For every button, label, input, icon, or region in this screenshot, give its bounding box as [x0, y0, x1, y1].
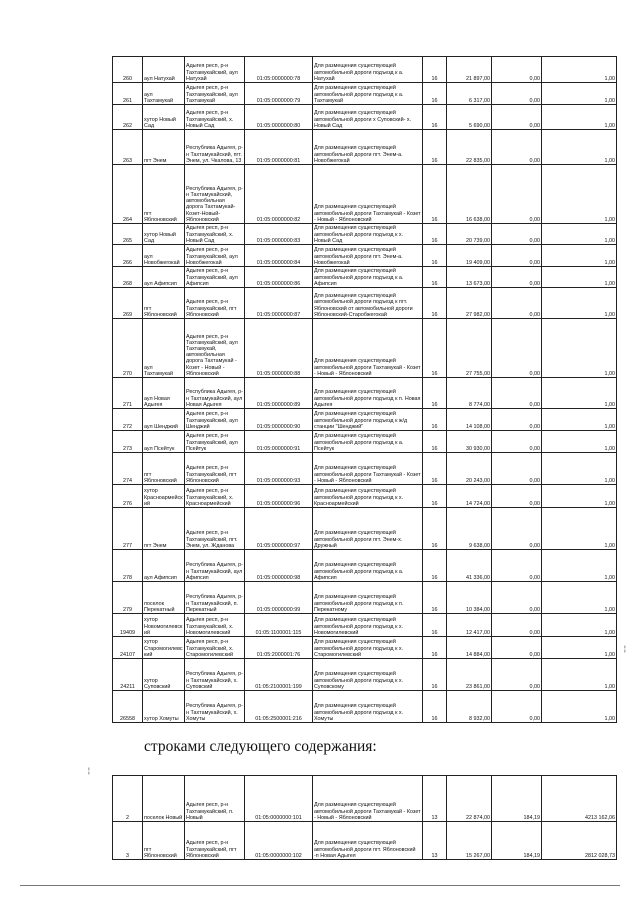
cell-rate: 0,00: [492, 130, 542, 165]
cell-value: 1,00: [542, 288, 617, 319]
cell-purpose: Для размещения существующей автомобильной дороги подъезд к х. Суповскому: [313, 659, 423, 691]
cell-category-code: 16: [423, 485, 447, 508]
cell-cadastral-number: 01:05:0000000:89: [245, 378, 313, 409]
cell-area: 9 638,00: [447, 508, 492, 550]
cell-address: Республика Адыгея, р-н Тахтамукайский, автомобильная дорога Тахтамукай-Козет-Новый-Яблоновский: [185, 165, 245, 224]
cell-settlement: аул Новая Адыгея: [143, 378, 185, 409]
cell-rate: 0,00: [492, 659, 542, 691]
cell-address: Адыгея респ, р-н Тахтамукайский, аул Тахтамукай, автомобильная дорога Тахтамукай - Козет - Новый - Яблоновский: [185, 319, 245, 378]
cell-rate: 184,19: [492, 776, 542, 822]
cell-row-number: 268: [113, 267, 143, 288]
cell-settlement: аул Новобжегокай: [143, 245, 185, 267]
cell-area: 6 317,00: [447, 83, 492, 105]
cell-row-number: 262: [113, 105, 143, 130]
cell-cadastral-number: 01:05:0000000:93: [245, 453, 313, 485]
table-row: [113, 659, 617, 691]
table-row: [113, 105, 617, 130]
cell-cadastral-number: 01:05:2000001:76: [245, 637, 313, 659]
cell-category-code: 16: [423, 105, 447, 130]
cell-rate: 0,00: [492, 319, 542, 378]
cell-rate: 0,00: [492, 614, 542, 637]
cell-settlement: хутор Старомогилевский: [143, 637, 185, 659]
cell-value: 1,00: [542, 637, 617, 659]
table-row: [113, 165, 617, 224]
cell-cadastral-number: 01:05:0000000:84: [245, 245, 313, 267]
cell-rate: 0,00: [492, 508, 542, 550]
cell-row-number: 3: [113, 822, 143, 860]
cell-value: 1,00: [542, 165, 617, 224]
cell-value: 1,00: [542, 224, 617, 245]
cell-category-code: 16: [423, 378, 447, 409]
scan-edge-line: [20, 885, 620, 886]
cell-area: 14 724,00: [447, 485, 492, 508]
table-row: [113, 822, 617, 860]
cell-address: Республика Адыгея, р-н Тахтамукайский, п. Перекатный: [185, 582, 245, 614]
cell-category-code: 16: [423, 224, 447, 245]
cell-cadastral-number: 01:05:0000000:91: [245, 431, 313, 453]
cell-address: Адыгея респ, р-н Тахтамукайский, х. Новомогилевский: [185, 614, 245, 637]
cell-value: 1,00: [542, 431, 617, 453]
cell-value: 1,00: [542, 691, 617, 723]
cell-settlement: аул Псейтук: [143, 431, 185, 453]
cell-value: 1,00: [542, 245, 617, 267]
cell-row-number: 26558: [113, 691, 143, 723]
cell-settlement: аул Тахтамукай: [143, 319, 185, 378]
cell-cadastral-number: 01:05:0000000:98: [245, 550, 313, 582]
cell-row-number: 19409: [113, 614, 143, 637]
cell-settlement: поселок Новый: [143, 776, 185, 822]
cell-area: 30 930,00: [447, 431, 492, 453]
cell-rate: 0,00: [492, 582, 542, 614]
cell-row-number: 266: [113, 245, 143, 267]
cell-address: Адыгея респ, р-н Тахтамукайский, пгт Яблоновский: [185, 453, 245, 485]
cell-cadastral-number: 01:05:0000000:79: [245, 83, 313, 105]
cell-settlement: аул Шенджий: [143, 409, 185, 431]
table-row: [113, 691, 617, 723]
cell-cadastral-number: 01:05:0000000:90: [245, 409, 313, 431]
cell-cadastral-number: 01:05:0000000:96: [245, 485, 313, 508]
cell-category-code: 13: [423, 776, 447, 822]
table-row: [113, 130, 617, 165]
cell-purpose: Для размещения существующей автомобильной дороги х Суповский- х. Новый Сад: [313, 105, 423, 130]
cell-cadastral-number: 01:05:1100001:115: [245, 614, 313, 637]
cell-area: 20 243,00: [447, 453, 492, 485]
cell-rate: 0,00: [492, 485, 542, 508]
cell-category-code: 16: [423, 83, 447, 105]
cell-cadastral-number: 01:05:0000000:83: [245, 224, 313, 245]
cell-area: 8 932,00: [447, 691, 492, 723]
cell-category-code: 16: [423, 637, 447, 659]
cell-rate: 0,00: [492, 409, 542, 431]
cell-row-number: 2: [113, 776, 143, 822]
cell-purpose: Для размещения существующей автомобильной дороги подъезд к х. Старомогилевский: [313, 637, 423, 659]
cell-area: 10 384,00: [447, 582, 492, 614]
cell-cadastral-number: 01:05:2500001:216: [245, 691, 313, 723]
cell-rate: 0,00: [492, 245, 542, 267]
cell-address: Адыгея респ, р-н Тахтамукайский, х. Старомогилевский: [185, 637, 245, 659]
cell-address: Адыгея респ, р-н Тахтамукайский, аул Афипсип: [185, 267, 245, 288]
cell-settlement: пгт Яблоновский: [143, 288, 185, 319]
cell-row-number: 279: [113, 582, 143, 614]
cell-settlement: хутор Новый Сад: [143, 224, 185, 245]
cell-address: Адыгея респ, р-н Тахтамукайский, х. Красноармейский: [185, 485, 245, 508]
cell-row-number: 260: [113, 57, 143, 83]
cell-area: 5 690,00: [447, 105, 492, 130]
cell-cadastral-number: 01:05:0000000:86: [245, 267, 313, 288]
cell-area: 8 774,00: [447, 378, 492, 409]
table-row: [113, 224, 617, 245]
cell-row-number: 278: [113, 550, 143, 582]
table-row: [113, 431, 617, 453]
table-row: [113, 267, 617, 288]
table-row: [113, 453, 617, 485]
cell-area: 23 861,00: [447, 659, 492, 691]
cell-address: Адыгея респ, р-н Тахтамукайский, аул Новобжегокай: [185, 245, 245, 267]
cell-settlement: хутор Новомогилевский: [143, 614, 185, 637]
cell-purpose: Для размещения существующей автомобильной дороги подъезд к п. Перекатному: [313, 582, 423, 614]
cell-value: 1,00: [542, 659, 617, 691]
cell-row-number: 271: [113, 378, 143, 409]
cell-settlement: аул Тахтамукай: [143, 83, 185, 105]
cell-purpose: Для размещения существующей автомобильной дороги Тахтамукай - Козет - Новый - Яблоновский: [313, 165, 423, 224]
cell-area: 14 108,00: [447, 409, 492, 431]
cell-value: 1,00: [542, 130, 617, 165]
cell-address: Адыгея респ, р-н Тахтамукайский, аул Натухай: [185, 57, 245, 83]
table-row: [113, 637, 617, 659]
cell-row-number: 269: [113, 288, 143, 319]
cell-area: 22 874,00: [447, 776, 492, 822]
table-row: [113, 485, 617, 508]
cell-cadastral-number: 01:05:0000000:101: [245, 776, 313, 822]
cell-purpose: Для размещения существующей автомобильной дороги подъезд к а. Тахтамукай: [313, 83, 423, 105]
cell-row-number: 24107: [113, 637, 143, 659]
cell-rate: 0,00: [492, 691, 542, 723]
cell-purpose: Для размещения существующей автомобильной дороги подъезд к х. Хомуты: [313, 691, 423, 723]
cell-rate: 0,00: [492, 288, 542, 319]
cell-category-code: 16: [423, 431, 447, 453]
cell-cadastral-number: 01:05:0000000:102: [245, 822, 313, 860]
table-row: [113, 508, 617, 550]
cell-cadastral-number: 01:05:0000000:97: [245, 508, 313, 550]
cell-row-number: 265: [113, 224, 143, 245]
cell-category-code: 16: [423, 130, 447, 165]
cell-address: Адыгея респ, р-н Тахтамукайский, пгт Яблоновский: [185, 288, 245, 319]
cell-category-code: 13: [423, 822, 447, 860]
cell-category-code: 16: [423, 57, 447, 83]
cell-row-number: 24211: [113, 659, 143, 691]
cell-value: 1,00: [542, 105, 617, 130]
cell-value: 1,00: [542, 378, 617, 409]
cell-address: Адыгея респ, р-н Тахтамукайский, аул Псейтук: [185, 431, 245, 453]
cell-settlement: пгт Энем: [143, 508, 185, 550]
table-row: [113, 378, 617, 409]
cell-rate: 0,00: [492, 453, 542, 485]
scan-mark-right: ¦: [624, 646, 626, 653]
cell-value: 1,00: [542, 409, 617, 431]
cell-rate: 0,00: [492, 57, 542, 83]
cell-category-code: 16: [423, 508, 447, 550]
cell-address: Адыгея респ, р-н Тахтамукайский, пгт. Энем, ул. Жданова: [185, 508, 245, 550]
cell-category-code: 16: [423, 267, 447, 288]
cell-settlement: пгт Яблоновский: [143, 453, 185, 485]
cell-value: 1,00: [542, 508, 617, 550]
cell-purpose: Для размещения существующей автомобильной дороги подъезд к пгт. Яблоновский от автомобильной дороги Яблоновский-Старобжегокай: [313, 288, 423, 319]
table-row: [113, 614, 617, 637]
cell-purpose: Для размещения существующей автомобильной дороги Тахтамукай - Козет - Новый - Яблоновский: [313, 319, 423, 378]
cell-purpose: Для размещения существующей автомобильной дороги пгт. Энем-а. Новобжегокай: [313, 130, 423, 165]
cell-rate: 184,19: [492, 822, 542, 860]
cell-cadastral-number: 01:05:0000000:87: [245, 288, 313, 319]
cell-area: 14 884,00: [447, 637, 492, 659]
cell-purpose: Для размещения существующей автомобильной дороги подъезд к п. Новая Адыгея: [313, 378, 423, 409]
cell-row-number: 270: [113, 319, 143, 378]
cell-cadastral-number: 01:05:0000000:88: [245, 319, 313, 378]
cell-settlement: аул Афипсип: [143, 267, 185, 288]
cell-category-code: 16: [423, 614, 447, 637]
cell-purpose: Для размещения существующей автомобильной дороги подъезд к х. Новомогилевский: [313, 614, 423, 637]
cell-purpose: Для размещения существующей автомобильной дороги подъезд к а. Псейтук: [313, 431, 423, 453]
cell-cadastral-number: 01:05:0000000:81: [245, 130, 313, 165]
cell-address: Республика Адыгея, р-н Тахтамукайский, аул Новая Адыгея: [185, 378, 245, 409]
cell-purpose: Для размещения существующей автомобильной дороги пгт. Энем-а. Новобжегокай: [313, 245, 423, 267]
table-row: [113, 776, 617, 822]
cell-category-code: 16: [423, 288, 447, 319]
cell-row-number: 264: [113, 165, 143, 224]
cell-cadastral-number: 01:05:0000000:99: [245, 582, 313, 614]
cell-category-code: 16: [423, 453, 447, 485]
cell-row-number: 274: [113, 453, 143, 485]
cell-rate: 0,00: [492, 267, 542, 288]
cell-purpose: Для размещения существующей автомобильной дороги подъезд к ж/д станции "Шенджий": [313, 409, 423, 431]
table-row: [113, 319, 617, 378]
cell-row-number: 276: [113, 485, 143, 508]
cell-settlement: пгт Яблоновский: [143, 822, 185, 860]
cell-value: 1,00: [542, 83, 617, 105]
cell-settlement: аул Натухай: [143, 57, 185, 83]
cell-area: 27 982,00: [447, 288, 492, 319]
cell-address: Республика Адыгея, р-н Тахтамукайский, аул Афипсип: [185, 550, 245, 582]
cell-settlement: хутор Новый Сад: [143, 105, 185, 130]
cell-address: Адыгея респ, р-н Тахтамукайский, аул Шенджий: [185, 409, 245, 431]
cell-purpose: Для размещения существующей автомобильной дороги подъезд к х. Новый Сад: [313, 224, 423, 245]
cell-area: 27 755,00: [447, 319, 492, 378]
cell-area: 16 638,00: [447, 165, 492, 224]
cell-cadastral-number: 01:05:2100001:199: [245, 659, 313, 691]
cell-settlement: аул Афипсип: [143, 550, 185, 582]
cell-cadastral-number: 01:05:0000000:78: [245, 57, 313, 83]
cell-value: 1,00: [542, 582, 617, 614]
cell-value: 2812 028,73: [542, 822, 617, 860]
cell-value: 1,00: [542, 614, 617, 637]
cell-area: 20 739,00: [447, 224, 492, 245]
cell-category-code: 16: [423, 409, 447, 431]
cell-rate: 0,00: [492, 83, 542, 105]
cell-settlement: хутор Суповский: [143, 659, 185, 691]
cell-row-number: 272: [113, 409, 143, 431]
cell-settlement: поселок Перекатный: [143, 582, 185, 614]
cell-settlement: хутор Хомуты: [143, 691, 185, 723]
table-row: [113, 409, 617, 431]
cell-address: Адыгея респ, р-н Тахтамукайский, п. Новый: [185, 776, 245, 822]
cell-area: 19 409,00: [447, 245, 492, 267]
land-plots-table: [112, 56, 617, 723]
cell-address: Адыгея респ, р-н Тахтамукайский, аул Тахтамукай: [185, 83, 245, 105]
cell-address: Республика Адыгея, р-н Тахтамукайский, х. Суповский: [185, 659, 245, 691]
cell-area: 15 267,00: [447, 822, 492, 860]
cell-settlement: пгт Энем: [143, 130, 185, 165]
cell-row-number: 277: [113, 508, 143, 550]
table-row: [113, 245, 617, 267]
cell-purpose: Для размещения существующей автомобильной дороги подъезд к х. Красноармейский: [313, 485, 423, 508]
cell-purpose: Для размещения существующей автомобильной дороги пгт. Энем-х. Дружный: [313, 508, 423, 550]
cell-purpose: Для размещения существующей автомобильной дороги подъезд к а. Натухай: [313, 57, 423, 83]
cell-settlement: пгт Яблоновский: [143, 165, 185, 224]
cell-value: 1,00: [542, 57, 617, 83]
section-heading: строками следующего содержания:: [144, 738, 377, 755]
table-row: [113, 57, 617, 83]
scan-mark-left: ¦: [88, 768, 90, 775]
table-row: [113, 582, 617, 614]
cell-rate: 0,00: [492, 165, 542, 224]
cell-rate: 0,00: [492, 224, 542, 245]
cell-value: 1,00: [542, 267, 617, 288]
cell-value: 1,00: [542, 319, 617, 378]
cell-value: 1,00: [542, 453, 617, 485]
cell-rate: 0,00: [492, 550, 542, 582]
cell-settlement: хутор Красноармейский: [143, 485, 185, 508]
cell-category-code: 16: [423, 165, 447, 224]
cell-category-code: 16: [423, 582, 447, 614]
cell-address: Республика Адыгея, р-н Тахтамукайский, х. Хомуты: [185, 691, 245, 723]
cell-address: Адыгея респ, р-н Тахтамукайский, пгт Яблоновский: [185, 822, 245, 860]
cell-purpose: Для размещения существующей автомобильной дороги подъезд к а. Афипсип: [313, 267, 423, 288]
cell-cadastral-number: 01:05:0000000:80: [245, 105, 313, 130]
cell-rate: 0,00: [492, 105, 542, 130]
cell-row-number: 261: [113, 83, 143, 105]
cell-purpose: Для размещения существующей автомобильной дороги Тахтамукай - Козет - Новый - Яблоновский: [313, 453, 423, 485]
cell-address: Республика Адыгея, р-н Тахтамукайский, пгт. Энем, ул. Чкалова, 13: [185, 130, 245, 165]
cell-address: Адыгея респ, р-н Тахтамукайский, х. Новый Сад: [185, 105, 245, 130]
cell-category-code: 16: [423, 319, 447, 378]
cell-value: 1,00: [542, 550, 617, 582]
cell-category-code: 16: [423, 245, 447, 267]
cell-cadastral-number: 01:05:0000000:82: [245, 165, 313, 224]
cell-rate: 0,00: [492, 378, 542, 409]
cell-category-code: 16: [423, 659, 447, 691]
cell-rate: 0,00: [492, 637, 542, 659]
cell-address: Адыгея респ, р-н Тахтамукайский, х. Новый Сад: [185, 224, 245, 245]
replacement-rows-table: [112, 775, 617, 860]
cell-category-code: 16: [423, 550, 447, 582]
cell-rate: 0,00: [492, 431, 542, 453]
cell-row-number: 273: [113, 431, 143, 453]
cell-purpose: Для размещения существующей автомобильной дороги пгт. Яблоновский -п Новая Адыгея: [313, 822, 423, 860]
cell-value: 4213 162,06: [542, 776, 617, 822]
cell-area: 13 673,00: [447, 267, 492, 288]
cell-purpose: Для размещения существующей автомобильной дороги подъезд к а. Афипсип: [313, 550, 423, 582]
table-row: [113, 288, 617, 319]
cell-area: 41 336,00: [447, 550, 492, 582]
table-row: [113, 550, 617, 582]
cell-area: 22 835,00: [447, 130, 492, 165]
cell-row-number: 263: [113, 130, 143, 165]
table-row: [113, 83, 617, 105]
cell-area: 21 897,00: [447, 57, 492, 83]
cell-value: 1,00: [542, 485, 617, 508]
cell-area: 12 417,00: [447, 614, 492, 637]
cell-category-code: 16: [423, 691, 447, 723]
cell-purpose: Для размещения существующей автомобильной дороги Тахтамукай - Козет - Новый - Яблоновский: [313, 776, 423, 822]
